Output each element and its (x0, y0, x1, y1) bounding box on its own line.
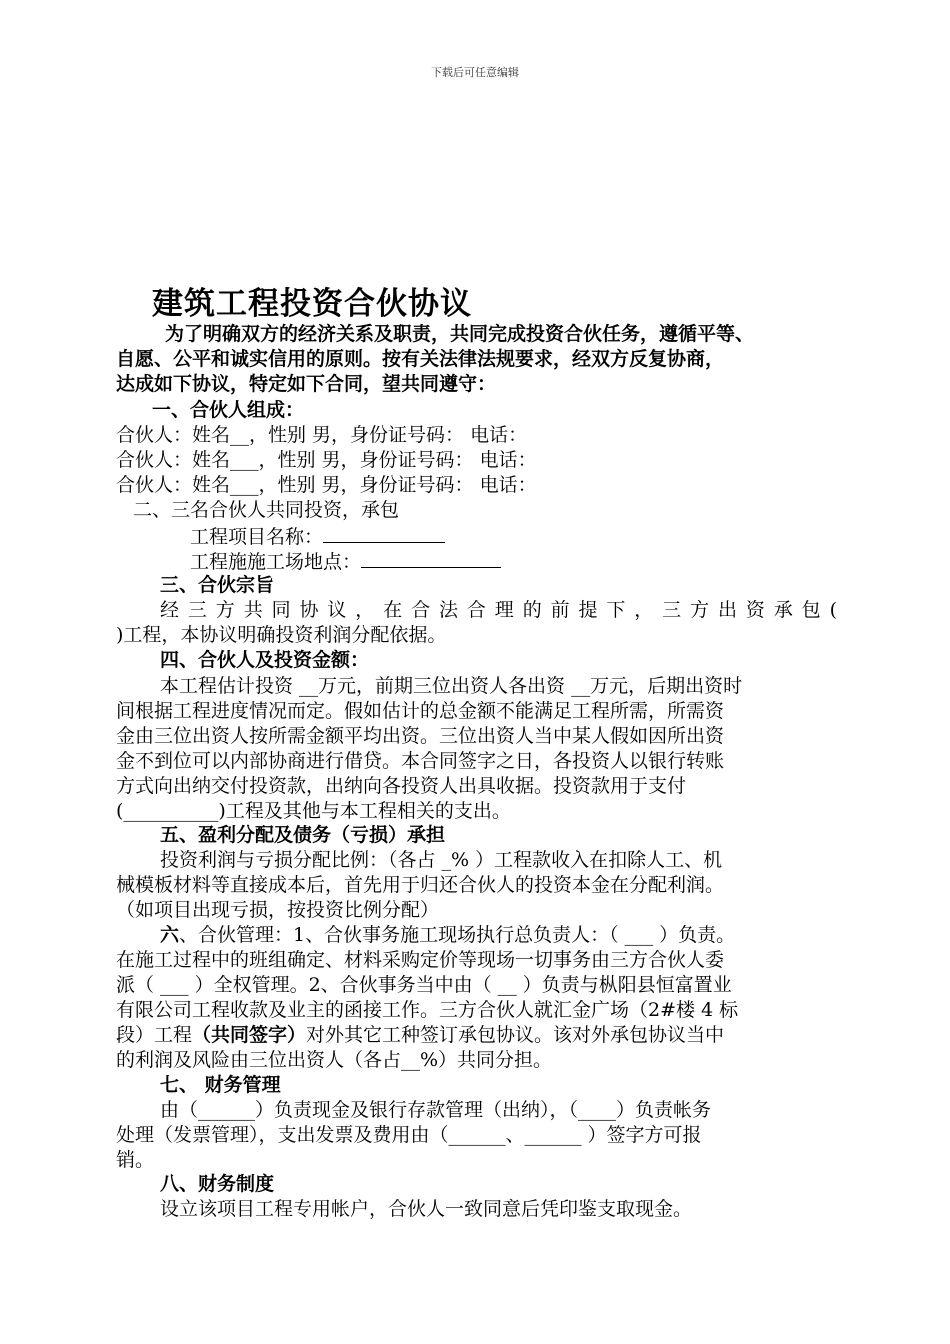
preamble-line-3: 达成如下协议，特定如下合同，望共同遵守： (116, 373, 497, 395)
section-6-heading: 六 (160, 924, 180, 946)
section-5-line-3: （如项目出现亏损，按投资比例分配） (116, 899, 440, 921)
section-4-line-5: 方式向出纳交付投资款，出纳向各投资人出具收据。投资款用于支付 (116, 775, 687, 797)
section-7-line-2: 处理（发票管理），支出发票及费用由（______、______ ）签字方可报 (116, 1124, 702, 1146)
section-6-line-1 (160, 923, 735, 948)
project-name-label: 工程项目名称： (190, 526, 324, 548)
section-6-line-5-b: 对外其它工种签订承包协议。该对外承包协议当中 (306, 1024, 725, 1046)
section-6-line-2: 在施工过程中的班组确定、材料采购定价等现场一切事务由三方合伙人委 (116, 949, 725, 971)
section-4-line-4: 金不到位可以内部协商进行借贷。本合同签字之日，各投资人以银行转账 (116, 750, 725, 772)
page-header-note: 下载后可任意编辑 (431, 66, 519, 79)
section-3-heading: 三、合伙宗旨 (160, 574, 275, 596)
section-6-line-6: 的利润及风险由三位出资人（各占__%）共同分担。 (116, 1049, 553, 1071)
section-6-line-1-text: 、合伙管理：1、合伙事务施工现场执行总负责人：（ ___ ）负责。 (179, 924, 736, 946)
preamble-line-2: 自愿、公平和诚实信用的原则。按有关法律法规要求，经双方反复协商， (116, 348, 725, 370)
project-name-row (190, 523, 445, 550)
section-4-line-2: 间根据工程进度情况而定。假如估计的总金额不能满足工程所需，所需资 (116, 700, 725, 722)
section-8-heading: 八、财务制度 (160, 1173, 275, 1195)
section-6-line-3: 派（ ___ ）全权管理。2、合伙事务当中由（ __ ）负责与枞阳县恒富置业 (116, 974, 732, 996)
document-title: 建筑工程投资合伙协议 (152, 286, 472, 322)
partner-row-2: 合伙人：姓名___，性别 男，身份证号码： 电话： (116, 449, 537, 471)
section-4-line-6: (__________)工程及其他与本工程相关的支出。 (116, 800, 511, 822)
section-5-line-1: 投资利润与亏损分配比例：（各占 _% ）工程款收入在扣除人工、机 (160, 849, 723, 871)
section-6-line-5 (116, 1023, 724, 1048)
section-5-heading: 五、盈利分配及债务（亏损）承担 (160, 824, 446, 846)
section-6-line-5-a: 段）工程 (116, 1024, 193, 1046)
section-4-heading: 四、合伙人及投资金额： (160, 649, 370, 671)
section-5-line-2: 械模板材料等直接成本后，首先用于归还合伙人的投资本金在分配利润。 (116, 874, 725, 896)
partner-row-1: 合伙人：姓名__，性别 男，身份证号码： 电话： (116, 424, 528, 446)
section-6-line-4: 有限公司工程收款及业主的函接工作。三方合伙人就汇金广场（2#楼 4 标 (116, 999, 739, 1021)
section-4-line-3: 金由三位出资人按所需金额平均出资。三位出资人当中某人假如因所出资 (116, 725, 725, 747)
partner-row-3: 合伙人：姓名___，性别 男，身份证号码： 电话： (116, 474, 537, 496)
section-8-line-1: 设立该项目工程专用帐户，合伙人一致同意后凭印鉴支取现金。 (160, 1198, 693, 1220)
section-4-line-1: 本工程估计投资 __万元，前期三位出资人各出资 __万元，后期出资时 (160, 675, 743, 697)
section-3-line-1: 经三方共同协议，在合法合理的前提下，三方出资承包( (160, 599, 837, 621)
section-7-line-1: 由（______）负责现金及银行存款管理（出纳），（____）负责帐务 (160, 1099, 712, 1121)
section-7-line-3: 销。 (116, 1149, 155, 1171)
section-7-heading: 七、 财务管理 (160, 1074, 281, 1096)
section-3-line-2: )工程，本协议明确投资利润分配依据。 (116, 624, 447, 646)
section-1-heading: 一、合伙人组成： (152, 399, 305, 421)
preamble-line-1: 为了明确双方的经济关系及职责，共同完成投资合伙任务，遵循平等、 (165, 323, 755, 345)
project-site-label: 工程施施工场地点： (190, 551, 362, 573)
project-site-row (190, 548, 501, 575)
section-2-heading: 二、三名合伙人共同投资，承包 (133, 499, 400, 521)
joint-signature-note: （共同签字） (192, 1024, 307, 1046)
project-site-blank (361, 548, 501, 568)
project-name-blank (323, 523, 445, 543)
